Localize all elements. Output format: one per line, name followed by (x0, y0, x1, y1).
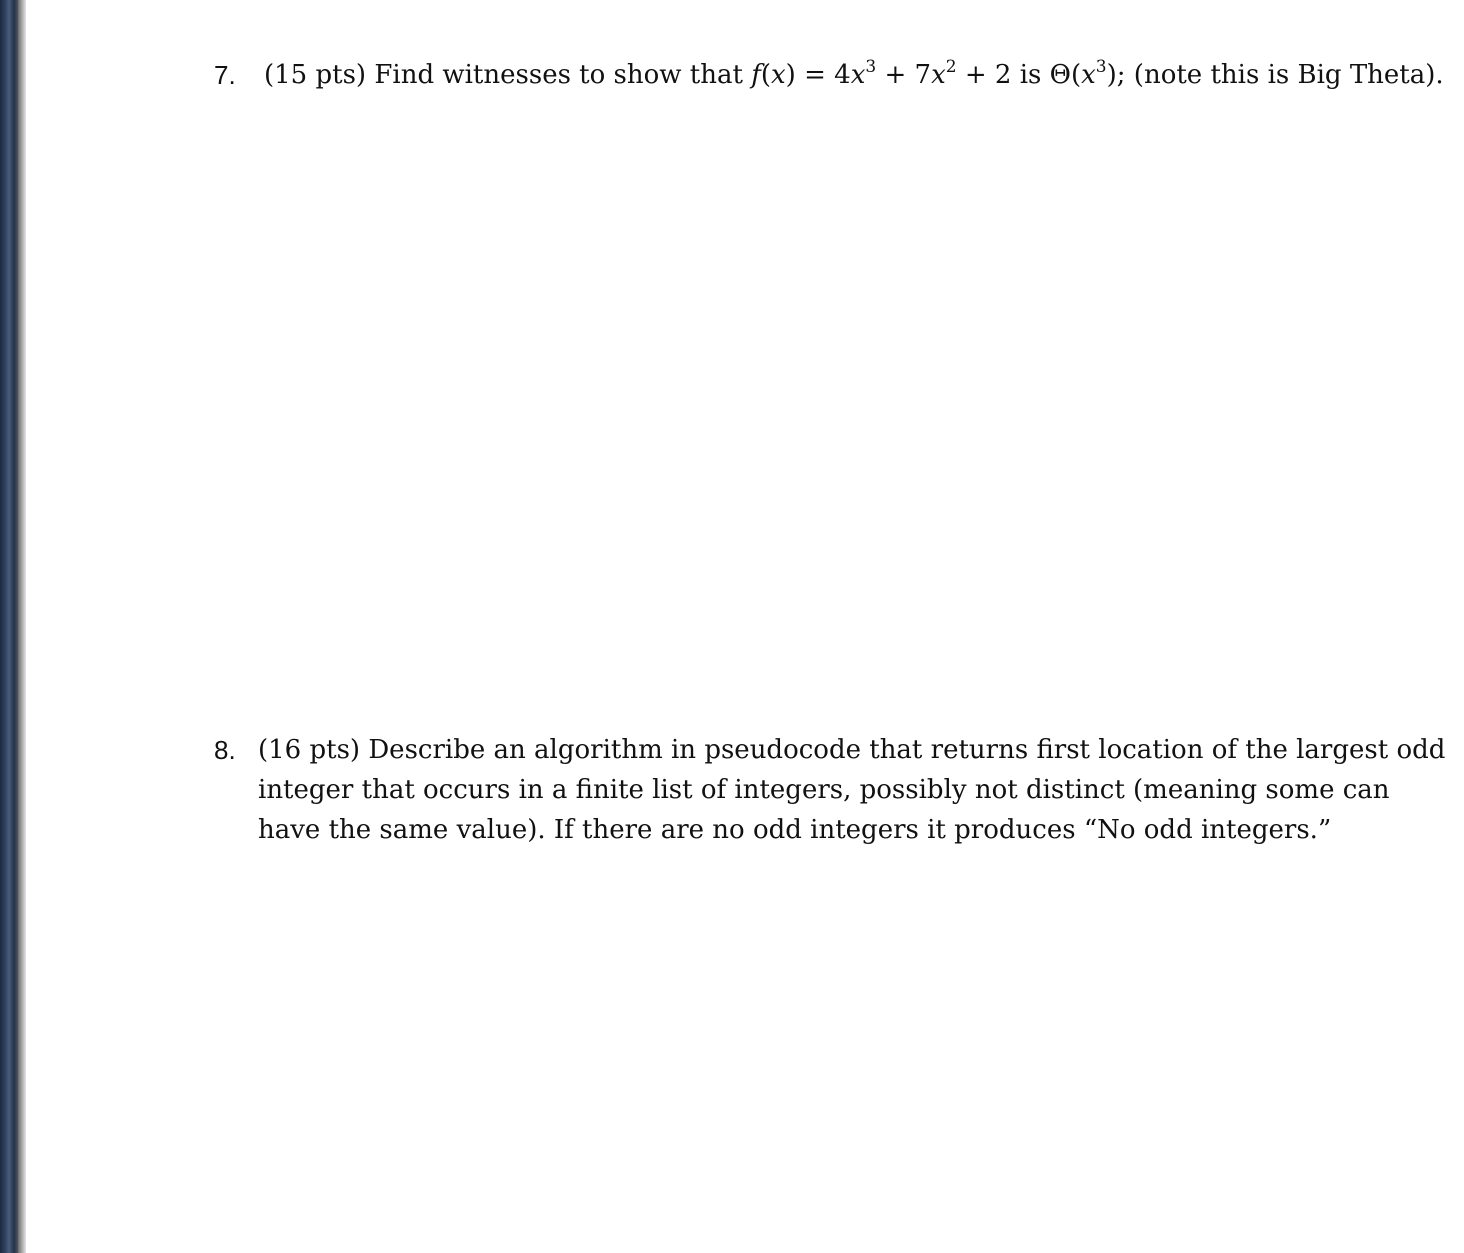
question-7-theta: $\Theta(x^3)$ (1049, 57, 1117, 90)
question-7-tail: ; (note this is Big Theta). (1116, 60, 1444, 90)
question-8-text: (16 pts) Describe an algorithm in pseudocode that returns first location of the largest odd integer that occurs in a finite list of integers, possibly not distinct (meaning some can have the same value). If there are no odd integers it produces “No odd integers.” (258, 735, 1446, 845)
question-7-lead: Find witnesses to show that (374, 60, 743, 90)
question-8 (214, 730, 1449, 850)
question-7-text (264, 55, 1444, 95)
question-7-is: is (1019, 60, 1042, 90)
window-left-border (0, 0, 18, 1253)
question-8-number: 8. (214, 735, 236, 765)
question-7-formula: $f(x) = 4x^3 + 7x^2 + 2$ (751, 57, 1012, 90)
question-7-points: (15 pts) (264, 60, 367, 90)
question-7-number: 7. (214, 60, 236, 90)
document-page (26, 0, 1464, 1253)
page-shadow-edge (18, 0, 26, 1253)
